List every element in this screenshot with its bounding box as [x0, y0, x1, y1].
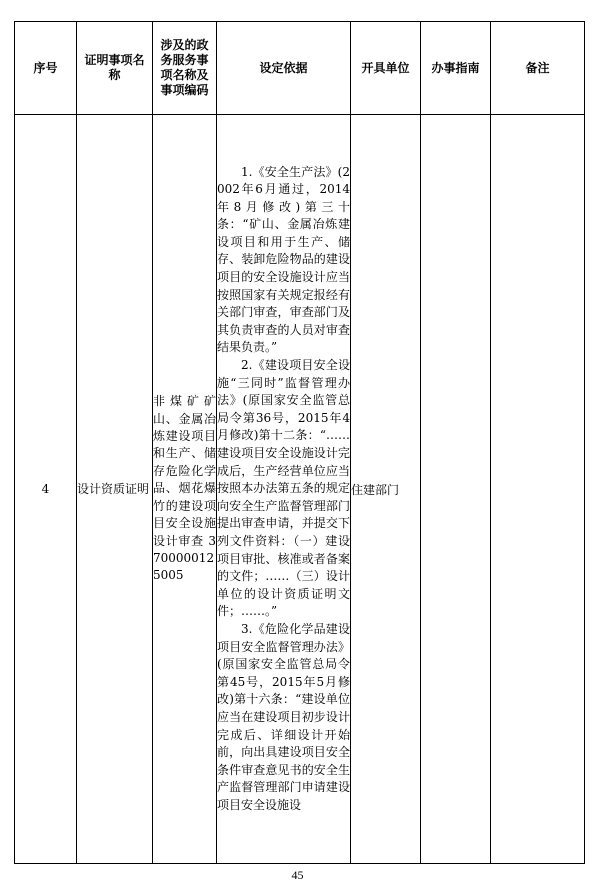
cell-item-name: 设计资质证明 [77, 115, 153, 864]
header-basis: 设定依据 [217, 22, 351, 115]
cell-issuer: 住建部门 [351, 115, 421, 864]
cell-gov-service: 非煤矿矿山、金属冶炼建设项目和生产、储存危险化学品、烟花爆竹的建设项目安全设施设计审查 3700000125005 [153, 115, 217, 864]
table-row [15, 115, 585, 864]
header-seq: 序号 [15, 22, 77, 115]
header-issuer: 开具单位 [351, 22, 421, 115]
certification-table [14, 21, 585, 864]
header-guide: 办事指南 [421, 22, 491, 115]
header-notes: 备注 [491, 22, 585, 115]
header-item-name: 证明事项名称 [77, 22, 153, 115]
basis-paragraph: 1.《安全生产法》(2002年6月通过，2014年8月修改)第三十条：“矿山、金属冶炼建设项目和用于生产、储存、装卸危险物品的建设项目的安全设施设计应当按照国家有关规定报经有关部门审查，审查部门及其负责审查的人员对审查结果负责。” [217, 164, 350, 355]
header-row [15, 22, 585, 115]
cell-seq: 4 [15, 115, 77, 864]
cell-notes [491, 115, 585, 864]
cell-basis [217, 115, 351, 864]
page-number: 45 [291, 868, 304, 882]
header-gov-service: 涉及的政务服务事项名称及事项编码 [153, 22, 217, 115]
basis-paragraph: 2.《建设项目安全设施“三同时”监督管理办法》(原国家安全监管总局令第36号，2015年4月修改)第十二条：“……建设项目安全设施设计完成后，生产经营单位应当按照本办法第五条的规定向安全生产监督管理部门提出审查申请，并提交下列文件资料：（一）建设项目审批、核准或者备案的文件；……（三）设计单位的设计资质证明文件；……。” [217, 358, 350, 619]
basis-paragraph: 3.《危险化学品建设项目安全监督管理办法》(原国家安全监管总局令第45号，2015年5月修改)第十六条：“建设单位应当在建设项目初步设计完成后、详细设计开始前，向出具建设项目安全条件审查意见书的安全生产监督管理部门申请建设项目安全设施设 [217, 621, 350, 812]
cell-guide [421, 115, 491, 864]
